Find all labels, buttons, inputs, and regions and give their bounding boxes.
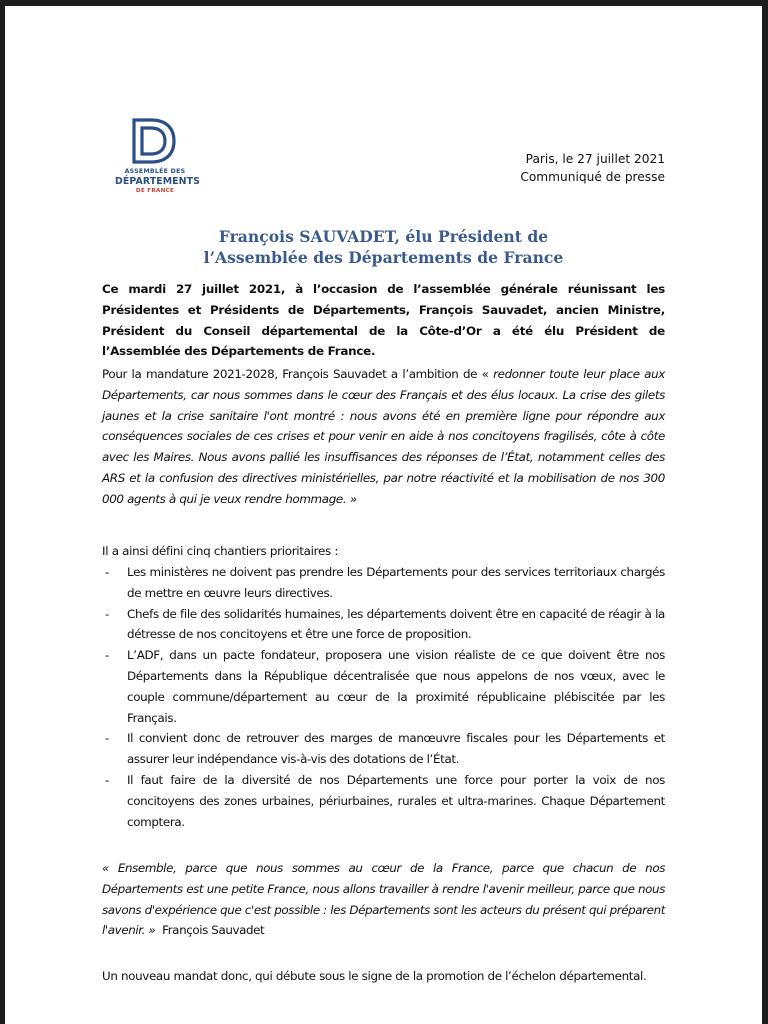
list-item	[102, 728, 665, 770]
place-date: Paris, le 27 juillet 2021	[525, 152, 665, 166]
dash-bullet-icon: -	[105, 731, 109, 746]
priorities-intro: Il a ainsi défini cinq chantiers prioritaires :	[102, 544, 339, 558]
document-header	[520, 150, 665, 186]
list-item-text: Il convient donc de retrouver des marges de manœuvre fiscales pour les Départements et assurer leur indépendance vis-à-vis des dotations de l’État.	[127, 731, 665, 767]
title-line-2: l’Assemblée des Départements de France	[203, 248, 564, 267]
dash-bullet-icon: -	[105, 606, 109, 621]
list-item	[102, 645, 665, 728]
document-page	[5, 6, 762, 1024]
list-item	[102, 562, 665, 604]
dash-bullet-icon: -	[105, 565, 109, 579]
ambition-quote: redonner toute leur place aux Départements, car nous sommes dans le cœur des Français et des élus locaux. La crise des gilets jaunes et la crise sanitaire l'ont montré : nous avons été en première ligne pour répondre aux conséquences sociales de ces crises et pour venir en aide à nos concitoyens fragilisés, côte à côte avec les Maires. Nous avons pallié les insuffisances des réponses de l’État, notamment celles des ARS et la confusion des directives ministérielles, par notre réactivité et la mobilisation de nos 300 000 agents à qui je veux rendre hommage. »	[102, 367, 665, 506]
page-title	[5, 226, 762, 268]
list-item	[102, 604, 665, 646]
list-item-text: L’ADF, dans un pacte fondateur, proposera une vision réaliste de ce que doivent être nos Départements dans la République décentralisée que nous appelons de nos vœux, avec le couple commune/département au cœur de la proximité républicaine plébiscitée par les Français.	[127, 648, 665, 725]
title-line-1: François SAUVADET, élu Président de	[218, 227, 549, 246]
list-item	[102, 770, 665, 832]
double-d-logo-icon	[131, 117, 177, 165]
logo-text-de-france: DE FRANCE	[135, 188, 175, 194]
list-item-text: Il faut faire de la diversité de nos Départements une force pour porter la voix de nos concitoyens des zones urbaines, périurbaines, rurales et ultra-marines. Chaque Département comptera.	[127, 772, 665, 829]
ambition-paragraph	[102, 364, 665, 510]
ambition-intro: Pour la mandature 2021-2028, François Sauvadet a l’ambition de «	[102, 367, 494, 381]
list-item-text: Les ministères ne doivent pas prendre les Départements pour des services territoriaux chargés de mettre en œuvre leurs directives.	[127, 565, 665, 600]
list-item-text: Chefs de file des solidarités humaines, les départements doivent être en capacité de réagir à la détresse de nos concitoyens et être une force de proposition.	[127, 606, 665, 642]
closing-paragraph: Un nouveau mandat donc, qui débute sous le signe de la promotion de l’échelon départemental.	[102, 969, 647, 983]
closing-quote	[102, 858, 665, 941]
logo-text-assemblee: ASSEMBLÉE DES	[124, 168, 186, 175]
quote-text: « Ensemble, parce que nous sommes au cœur de la France, parce que chacun de nos Départements est une petite France, nous allons travailler à rendre l'avenir meilleur, parce que nous savons d'expérience que c'est possible : les Départements sont les acteurs du présent qui préparent l'avenir. »	[102, 861, 665, 938]
logo-text-departements: DÉPARTEMENTS	[115, 176, 200, 187]
adf-logo	[115, 109, 200, 201]
dash-bullet-icon: -	[105, 648, 109, 663]
quote-author: François Sauvadet	[162, 923, 265, 938]
dash-bullet-icon: -	[105, 772, 109, 787]
priorities-list	[102, 562, 665, 832]
document-type: Communiqué de presse	[520, 170, 665, 184]
lead-paragraph: Ce mardi 27 juillet 2021, à l’occasion de l’assemblée générale réunissant les Présidentes et Présidents de Départements, François Sauvadet, ancien Ministre, Président du Conseil départemental de la Côte-d’Or a été élu Président de l’Assemblée des Départements de France.	[102, 282, 665, 359]
